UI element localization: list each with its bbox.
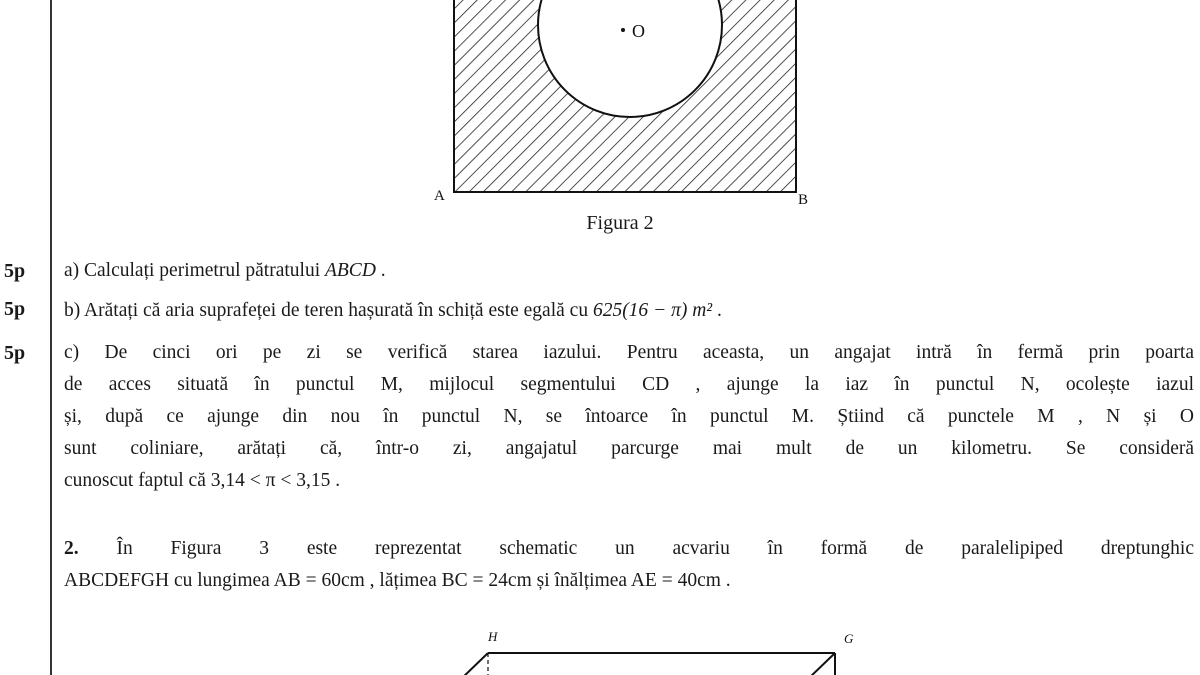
figure-3-partial — [440, 625, 880, 675]
problem-2-number: 2. — [64, 538, 79, 559]
item-a-math: ABCD — [324, 260, 376, 281]
item-a-suffix: . — [380, 260, 386, 281]
figure-2-caption: Figura 2 — [586, 212, 654, 234]
item-b — [64, 298, 1194, 324]
label-o: O — [632, 21, 645, 41]
item-a-text: a) Calculați perimetrul pătratului — [64, 260, 321, 281]
label-h: H — [488, 629, 498, 644]
problem-2-text: În Figura 3 este reprezentat schematic un acvariu în formă de paralelipiped dreptunghic — [116, 538, 1195, 559]
item-b-text: b) Arătați că aria suprafeței de teren hașurată în schiță este egală cu — [64, 300, 589, 321]
center-point — [621, 28, 625, 32]
label-b: B — [798, 192, 809, 205]
item-c-line-3: și, după ce ajunge din nou în punctul N, se întoarce în punctul M. Știind că punctele M , N și O — [64, 406, 1194, 427]
label-a: A — [434, 188, 445, 204]
points-b: 5p — [4, 298, 26, 320]
figure-2 — [420, 0, 820, 205]
label-g: G — [844, 631, 854, 646]
item-b-suffix: . — [717, 300, 722, 321]
item-c-line-2: de acces situată în punctul M, mijlocul segmentului CD , ajunge la iaz în punctul N, ocolește iazul — [64, 374, 1194, 395]
problem-2-line-2: ABCDEFGH cu lungimea AB = 60cm , lățimea BC = 24cm și înălțimea AE = 40cm . — [64, 570, 731, 591]
item-b-math: 625(16 − π) m² — [592, 300, 713, 321]
points-a: 5p — [4, 260, 26, 282]
item-c-line-4: sunt coliniare, arătați că, într-o zi, angajatul parcurge mai mult de un kilometru. Se consideră — [64, 438, 1194, 459]
item-c-line-1: c) De cinci ori pe zi se verifică starea iazului. Pentru aceasta, un angajat intră în fermă prin poarta — [64, 342, 1194, 363]
item-c-line-5: cunoscut faptul că 3,14 < π < 3,15 . — [64, 470, 341, 491]
margin-line — [50, 0, 52, 675]
item-a — [64, 258, 1194, 284]
points-c: 5p — [4, 342, 26, 364]
problem-2-line-1 — [64, 536, 1194, 562]
